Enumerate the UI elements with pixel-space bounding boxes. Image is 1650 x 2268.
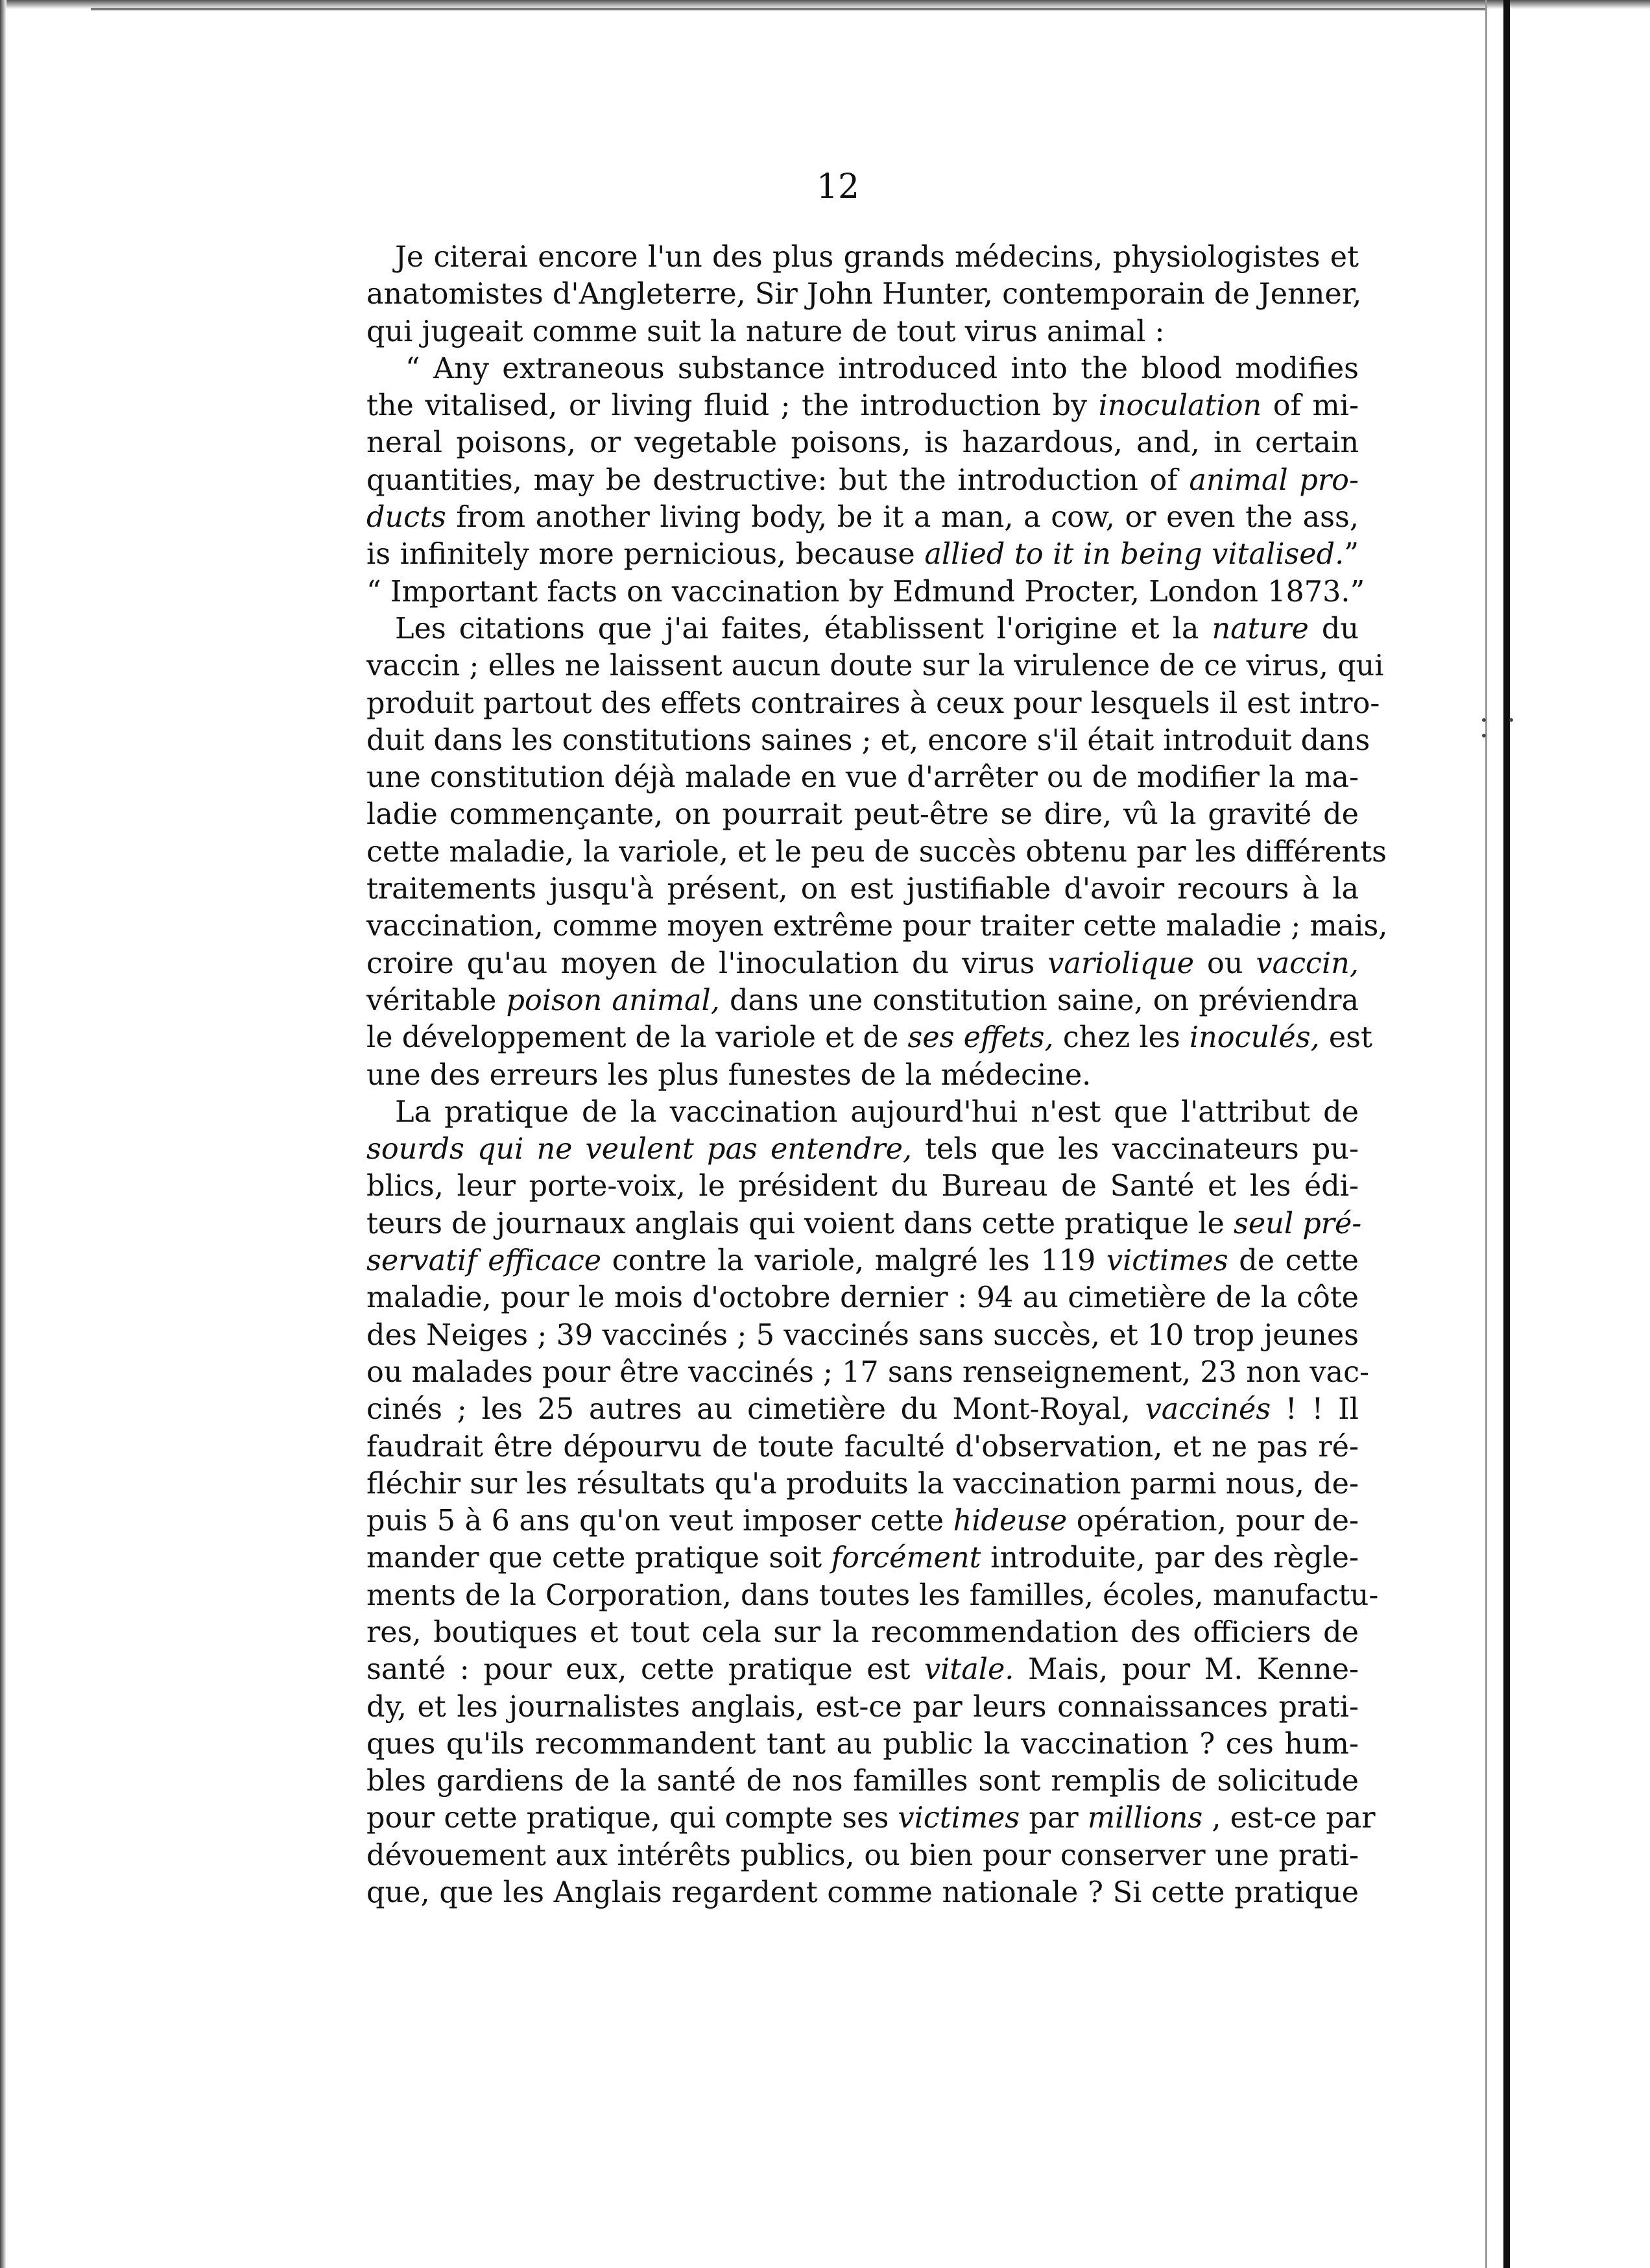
text-line: vaccin ; elles ne laissent aucun doute sur la virulence de ce virus, qui <box>366 649 1384 683</box>
body-text <box>366 239 1388 1911</box>
text-line: le développement de la variole et de ses effets, chez les inoculés, est <box>366 1021 1372 1055</box>
text-line: fléchir sur les résultats qu'a produits la vaccination parmi nous, de- <box>366 1467 1359 1501</box>
text-line: santé : pour eux, cette pratique est vitale. Mais, pour M. Kenne- <box>366 1653 1359 1687</box>
text-line: the vitalised, or living fluid ; the introduction by inoculation of mi- <box>366 389 1359 423</box>
page-inner-edge <box>1485 0 1487 2268</box>
text-line: La pratique de la vaccination aujourd'hui n'est que l'attribut de <box>395 1095 1359 1129</box>
text-line: blics, leur porte-voix, le président du Bureau de Santé et les édi- <box>366 1170 1359 1203</box>
text-line: ments de la Corporation, dans toutes les familles, écoles, manufactu- <box>366 1578 1379 1612</box>
text-line: Je citerai encore l'un des plus grands médecins, physiologistes et <box>395 241 1359 274</box>
text-line: anatomistes d'Angleterre, Sir John Hunter, contemporain de Jenner, <box>366 278 1362 311</box>
text-line: servatif efficace contre la variole, malgré les 119 victimes de cette <box>366 1244 1359 1278</box>
text-line: mander que cette pratique soit forcément introduite, par des règle- <box>366 1541 1359 1575</box>
text-line: quantities, may be destructive: but the introduction of animal pro- <box>366 463 1359 497</box>
text-line: des Neiges ; 39 vaccinés ; 5 vaccinés sans succès, et 10 trop jeunes <box>366 1318 1359 1352</box>
text-line: res, boutiques et tout cela sur la recommendation des officiers de <box>366 1615 1359 1649</box>
text-line: cette maladie, la variole, et le peu de succès obtenu par les différents <box>366 835 1387 869</box>
text-line: cinés ; les 25 autres au cimetière du Mont-Royal, vaccinés ! ! Il <box>366 1393 1359 1427</box>
text-line: une constitution déjà malade en vue d'arrêter ou de modifier la ma- <box>366 761 1359 795</box>
text-line: sourds qui ne veulent pas entendre, tels que les vaccinateurs pu- <box>366 1133 1359 1166</box>
text-line: teurs de journaux anglais qui voient dans cette pratique le seul pré- <box>366 1207 1362 1240</box>
text-line: “ Any extraneous substance introduced into the blood modifies <box>405 352 1359 385</box>
text-line: ladie commençante, on pourrait peut-être se dire, vû la gravité de <box>366 798 1359 832</box>
text-line: pour cette pratique, qui compte ses victimes par millions , est-ce par <box>366 1802 1376 1835</box>
text-line: ducts from another living body, be it a man, a cow, or even the ass, <box>366 501 1359 535</box>
text-line: que, que les Anglais regardent comme nationale ? Si cette pratique <box>366 1876 1359 1910</box>
text-line: puis 5 à 6 ans qu'on veut imposer cette hideuse opération, pour de- <box>366 1504 1359 1538</box>
text-line: traitements jusqu'à présent, on est justifiable d'avoir recours à la <box>366 873 1359 906</box>
text-line: vaccination, comme moyen extrême pour traiter cette maladie ; mais, <box>366 910 1388 943</box>
text-line: une des erreurs les plus funestes de la médecine. <box>366 1058 1092 1092</box>
text-line: ou malades pour être vaccinés ; 17 sans renseignement, 23 non vac- <box>366 1355 1370 1389</box>
text-line: maladie, pour le mois d'octobre dernier : 94 au cimetière de la côte <box>366 1281 1359 1315</box>
text-line: “ Important facts on vaccination by Edmund Procter, London 1873.” <box>366 575 1365 609</box>
text-line: dévouement aux intérêts publics, ou bien pour conserver une prati- <box>366 1839 1359 1872</box>
text-line: duit dans les constitutions saines ; et, encore s'il était introduit dans <box>366 723 1370 757</box>
text-line: croire qu'au moyen de l'inoculation du virus variolique ou vaccin, <box>366 947 1359 980</box>
text-line: is infinitely more pernicious, because allied to it in being vitalised.” <box>366 538 1359 572</box>
scan-edge-left <box>0 0 6 2268</box>
page-number: 12 <box>816 167 860 206</box>
text-line: véritable poison animal, dans une constitution saine, on préviendra <box>366 983 1359 1017</box>
text-line: ques qu'ils recommandent tant au public la vaccination ? ces hum- <box>366 1727 1359 1761</box>
text-line: bles gardiens de la santé de nos familles sont remplis de solicitude <box>366 1765 1359 1798</box>
text-line: Les citations que j'ai faites, établissent l'origine et la nature du <box>395 612 1359 645</box>
text-line: dy, et les journalistes anglais, est-ce par leurs connaissances prati- <box>366 1690 1359 1724</box>
text-line: neral poisons, or vegetable poisons, is hazardous, and, in certain <box>366 426 1359 460</box>
text-line: produit partout des effets contraires à ceux pour lesquels il est intro- <box>366 686 1380 720</box>
page-binding-edge <box>1503 0 1510 2268</box>
text-line: faudrait être dépourvu de toute faculté d'observation, et ne pas ré- <box>366 1430 1359 1464</box>
binding-dots: • • • <box>1480 712 1523 743</box>
scan-top-rule <box>91 8 1485 10</box>
text-line: qui jugeait comme suit la nature de tout virus animal : <box>366 315 1165 348</box>
